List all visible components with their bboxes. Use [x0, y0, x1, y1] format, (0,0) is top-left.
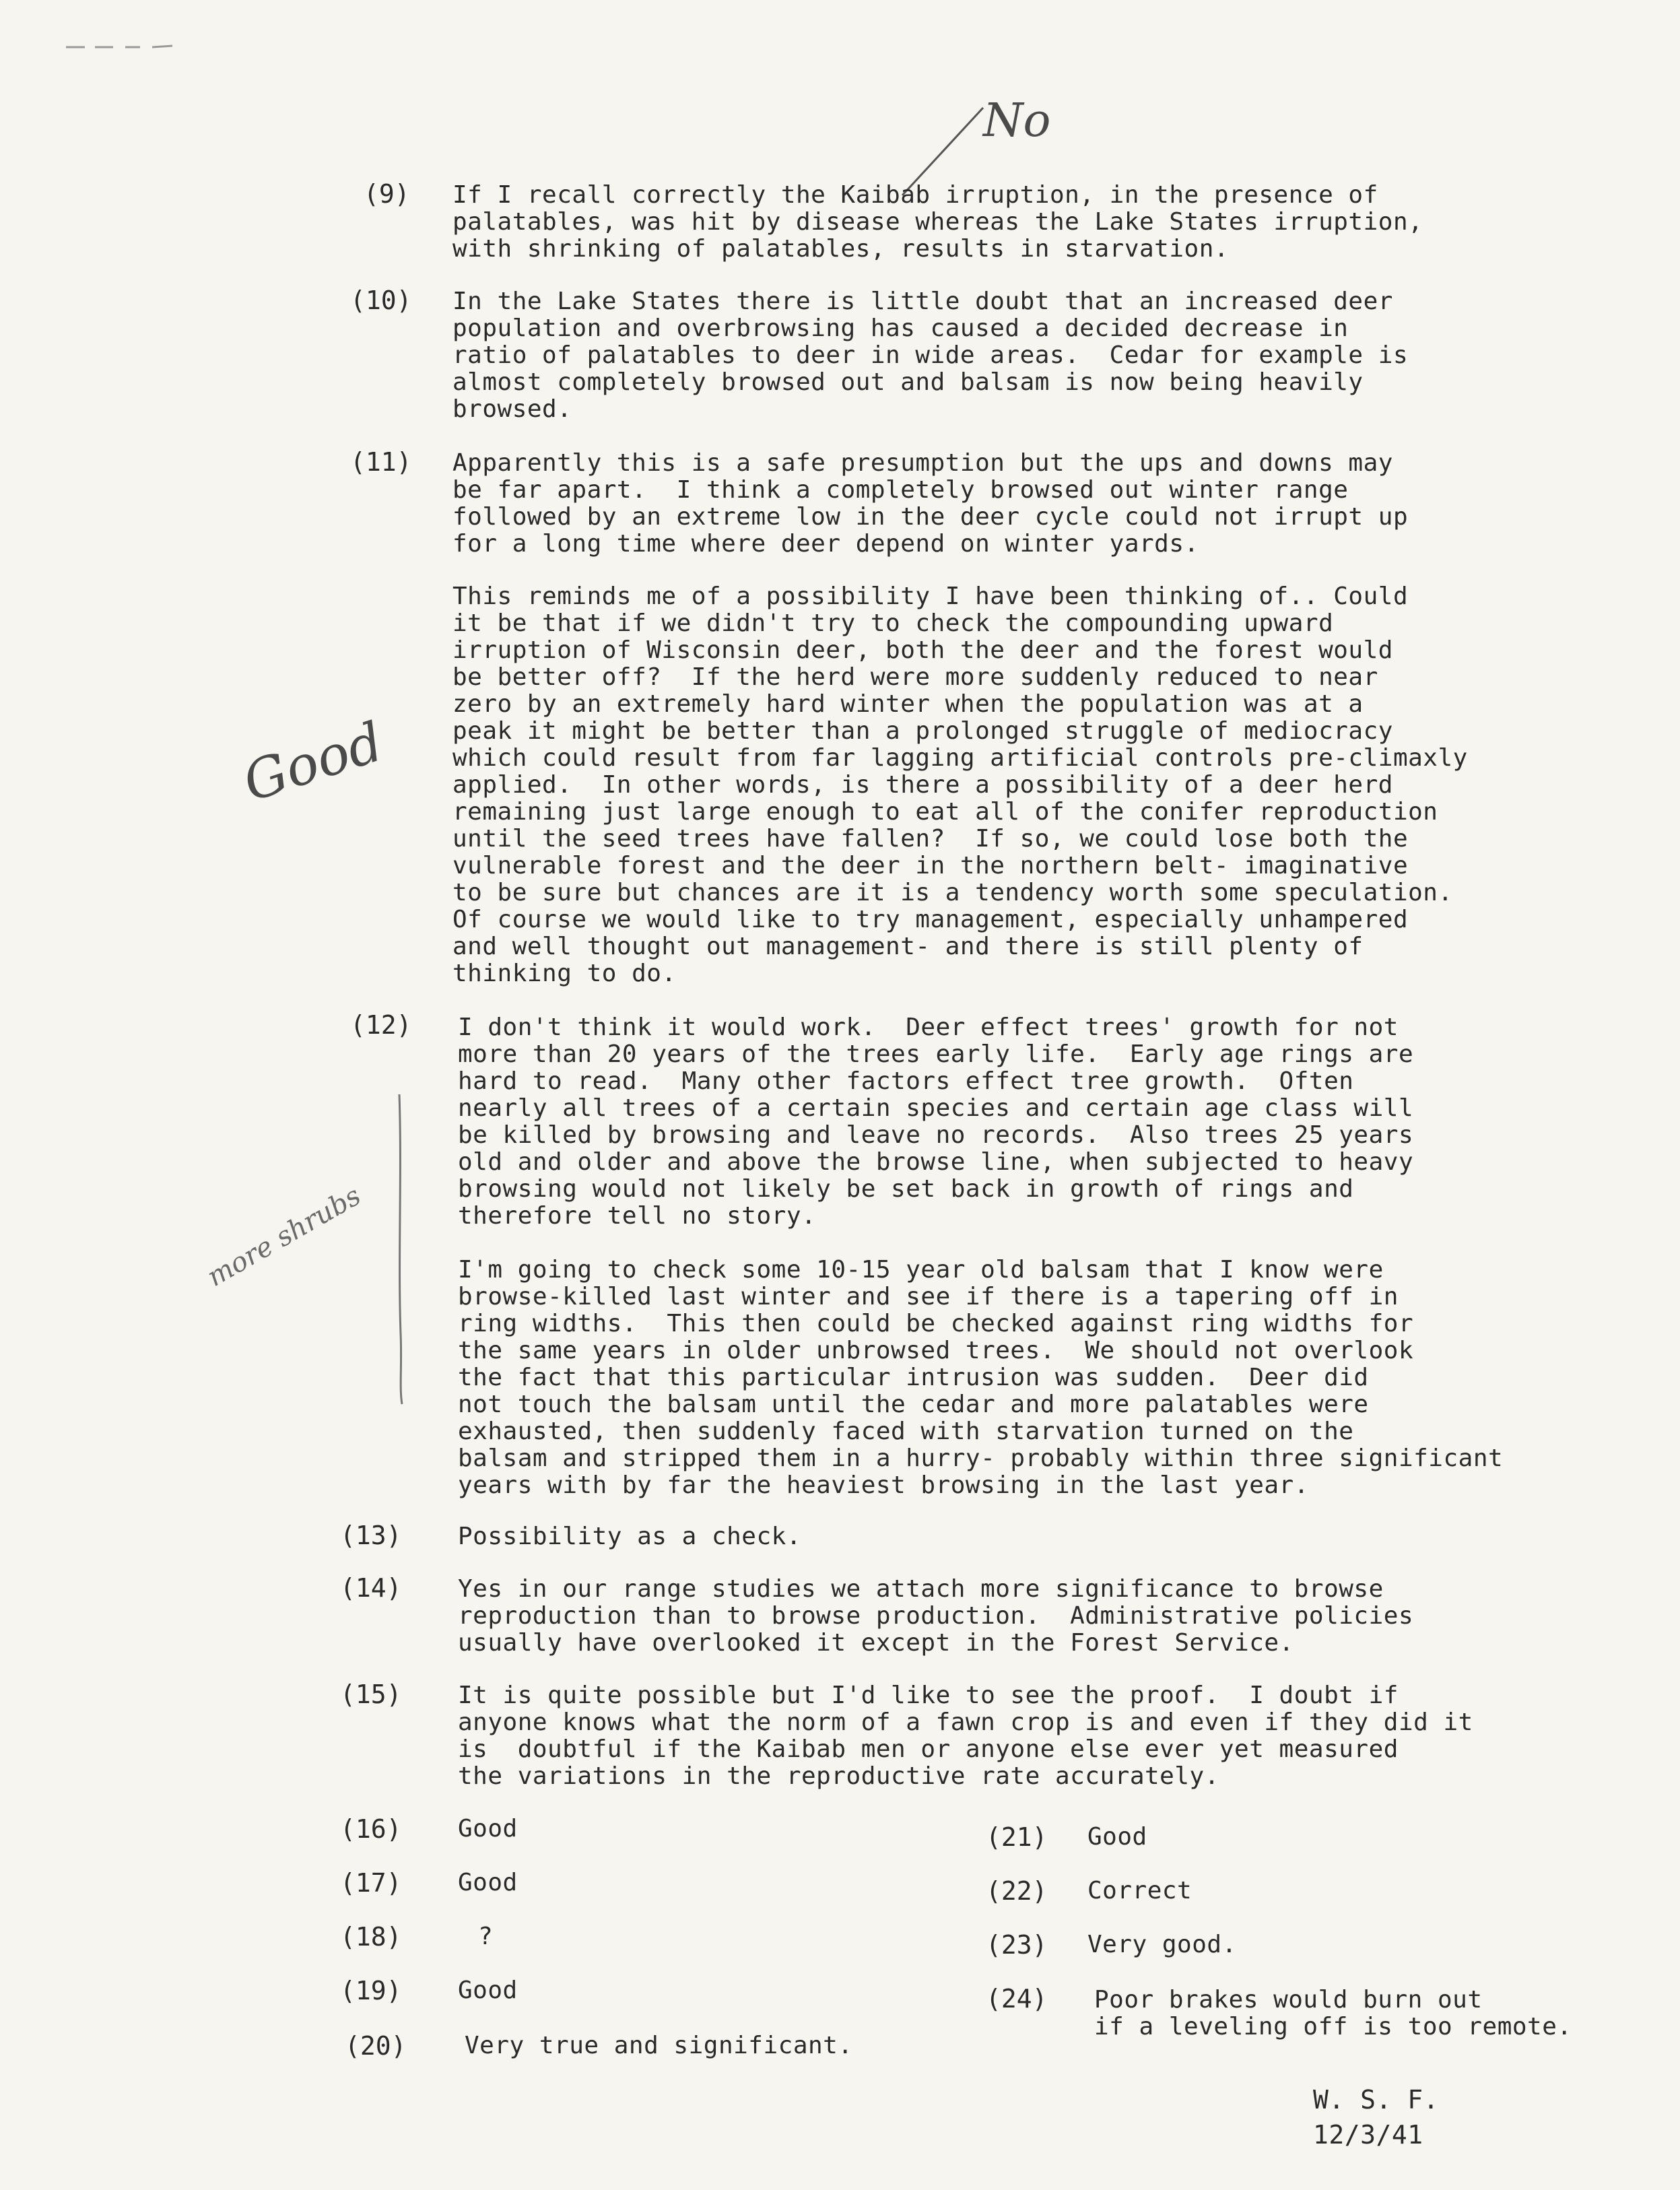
item-11b-line-5: zero by an extremely hard winter when the population was at a [452, 690, 1364, 718]
item-18-text: ? [478, 1923, 494, 1950]
item-12b-line-2: browse-killed last winter and see if there is a tapering off in [458, 1283, 1399, 1310]
item-11-line-1: Apparently this is a safe presumption but the ups and downs may [452, 449, 1393, 477]
item-9-line-1: If I recall correctly the Kaibab irruption, in the presence of [452, 181, 1378, 209]
item-number-18: (18) [340, 1922, 402, 1952]
item-12b-line-3: ring widths. This then could be checked against ring widths for [458, 1310, 1414, 1337]
item-11-line-4: for a long time where deer depend on winter yards. [452, 530, 1199, 558]
item-11b-line-8: applied. In other words, is there a possibility of a deer herd [452, 771, 1393, 799]
item-17-text: Good [458, 1869, 518, 1896]
item-10-line-3: ratio of palatables to deer in wide areas. Cedar for example is [452, 341, 1409, 369]
annotation-good: Good [236, 710, 391, 814]
item-11b-line-6: peak it might be better than a prolonged struggle of mediocracy [452, 717, 1393, 745]
item-11b-line-14: and well thought out management- and there is still plenty of [452, 933, 1364, 960]
item-12-line-8: therefore tell no story. [458, 1202, 817, 1230]
item-11-line-3: followed by an extreme low in the deer cycle could not irrupt up [452, 503, 1409, 531]
item-number-15: (15) [340, 1680, 402, 1709]
item-12b-line-4: the same years in older unbrowsed trees. We should not overlook [458, 1337, 1414, 1364]
item-number-12: (12) [350, 1010, 412, 1040]
item-12-line-5: be killed by browsing and leave no records. Also trees 25 years [458, 1121, 1414, 1149]
item-12b-line-5: the fact that this particular intrusion was sudden. Deer did [458, 1364, 1369, 1391]
item-number-10: (10) [350, 286, 412, 315]
item-15-line-2: anyone knows what the norm of a fawn crop is and even if they did it [458, 1708, 1473, 1736]
item-11b-line-15: thinking to do. [452, 960, 677, 987]
item-20-text: Very true and significant. [465, 2032, 853, 2059]
item-11b-line-9: remaining just large enough to eat all of the conifer reproduction [452, 798, 1438, 826]
item-24-text: Poor brakes would burn out if a leveling off is too remote. [1094, 1986, 1572, 2040]
item-10-line-2: population and overbrowsing has caused a decided decrease in [452, 314, 1349, 342]
item-12-line-6: old and older and above the browse line, when subjected to heavy [458, 1148, 1414, 1176]
item-11b-line-11: vulnerable forest and the deer in the northern belt- imaginative [452, 852, 1409, 880]
item-23-text: Very good. [1087, 1931, 1237, 1958]
item-number-13: (13) [340, 1521, 402, 1550]
item-number-11: (11) [350, 447, 412, 477]
item-15-line-4: the variations in the reproductive rate accurately. [458, 1762, 1219, 1790]
item-11b-line-4: be better off? If the herd were more suddenly reduced to near [452, 663, 1378, 691]
item-12b-line-9: years with by far the heaviest browsing in the last year. [458, 1471, 1309, 1499]
item-number-17: (17) [340, 1868, 402, 1898]
item-11-line-2: be far apart. I think a completely browsed out winter range [452, 476, 1349, 504]
item-14-line-1: Yes in our range studies we attach more significance to browse [458, 1575, 1384, 1603]
item-number-22: (22) [986, 1876, 1048, 1906]
item-9-line-3: with shrinking of palatables, results in starvation. [452, 235, 1230, 263]
item-12-line-4: nearly all trees of a certain species and certain age class will [458, 1094, 1414, 1122]
item-11b-line-2: it be that if we didn't try to check the compounding upward [452, 609, 1334, 637]
item-19-text: Good [458, 1977, 518, 2004]
item-12-line-1: I don't think it would work. Deer effect trees' growth for not [458, 1014, 1399, 1041]
item-14-line-3: usually have overlooked it except in the Forest Service. [458, 1629, 1294, 1657]
item-13-line-1: Possibility as a check. [458, 1523, 801, 1550]
item-22-text: Correct [1087, 1877, 1192, 1904]
item-12-line-7: browsing would not likely be set back in growth of rings and [458, 1175, 1354, 1203]
annotation-side-note: more shrubs [202, 1180, 366, 1293]
item-11b-line-7: which could result from far lagging artificial controls pre-climaxly [452, 744, 1468, 772]
item-number-16: (16) [340, 1814, 402, 1844]
item-12-line-2: more than 20 years of the trees early life. Early age rings are [458, 1040, 1414, 1068]
item-12b-line-1: I'm going to check some 10-15 year old balsam that I know were [458, 1256, 1384, 1284]
item-number-24: (24) [986, 1984, 1048, 2014]
top-margin-mark [65, 40, 179, 54]
item-11b-line-10: until the seed trees have fallen? If so, we could lose both the [452, 825, 1409, 853]
item-11b-line-3: irruption of Wisconsin deer, both the deer and the forest would [452, 636, 1393, 664]
item-9-line-2: palatables, was hit by disease whereas the Lake States irruption, [452, 208, 1423, 236]
item-number-19: (19) [340, 1976, 402, 2005]
item-15-line-1: It is quite possible but I'd like to see the proof. I doubt if [458, 1682, 1399, 1709]
item-16-text: Good [458, 1815, 518, 1843]
item-21-text: Good [1087, 1823, 1147, 1851]
signature-initials: W. S. F. [1313, 2085, 1440, 2115]
item-14-line-2: reproduction than to browse production. Administrative policies [458, 1602, 1414, 1630]
item-number-21: (21) [986, 1822, 1048, 1852]
item-number-20: (20) [345, 2031, 407, 2061]
item-11b-line-12: to be sure but chances are it is a tendency worth some speculation. [452, 879, 1453, 906]
item-12-line-3: hard to read. Many other factors effect tree growth. Often [458, 1067, 1354, 1095]
item-number-14: (14) [340, 1573, 402, 1603]
item-12b-line-6: not touch the balsam until the cedar and more palatables were [458, 1391, 1369, 1418]
item-11b-line-13: Of course we would like to try management, especially unhampered [452, 906, 1409, 933]
margin-bracket-line [394, 1091, 407, 1407]
annotation-no: No [983, 94, 1051, 147]
item-10-line-5: browsed. [452, 395, 572, 423]
item-12b-line-7: exhausted, then suddenly faced with starvation turned on the [458, 1418, 1354, 1445]
signature-date: 12/3/41 [1313, 2120, 1423, 2150]
item-15-line-3: is doubtful if the Kaibab men or anyone else ever yet measured [458, 1735, 1399, 1763]
item-number-23: (23) [986, 1930, 1048, 1960]
item-10-line-1: In the Lake States there is little doubt that an increased deer [452, 288, 1393, 315]
item-11b-line-1: This reminds me of a possibility I have been thinking of.. Could [452, 583, 1409, 610]
item-10-line-4: almost completely browsed out and balsam is now being heavily [452, 368, 1364, 396]
item-number-9: (9) [364, 179, 410, 209]
item-12b-line-8: balsam and stripped them in a hurry- probably within three significant [458, 1445, 1504, 1472]
